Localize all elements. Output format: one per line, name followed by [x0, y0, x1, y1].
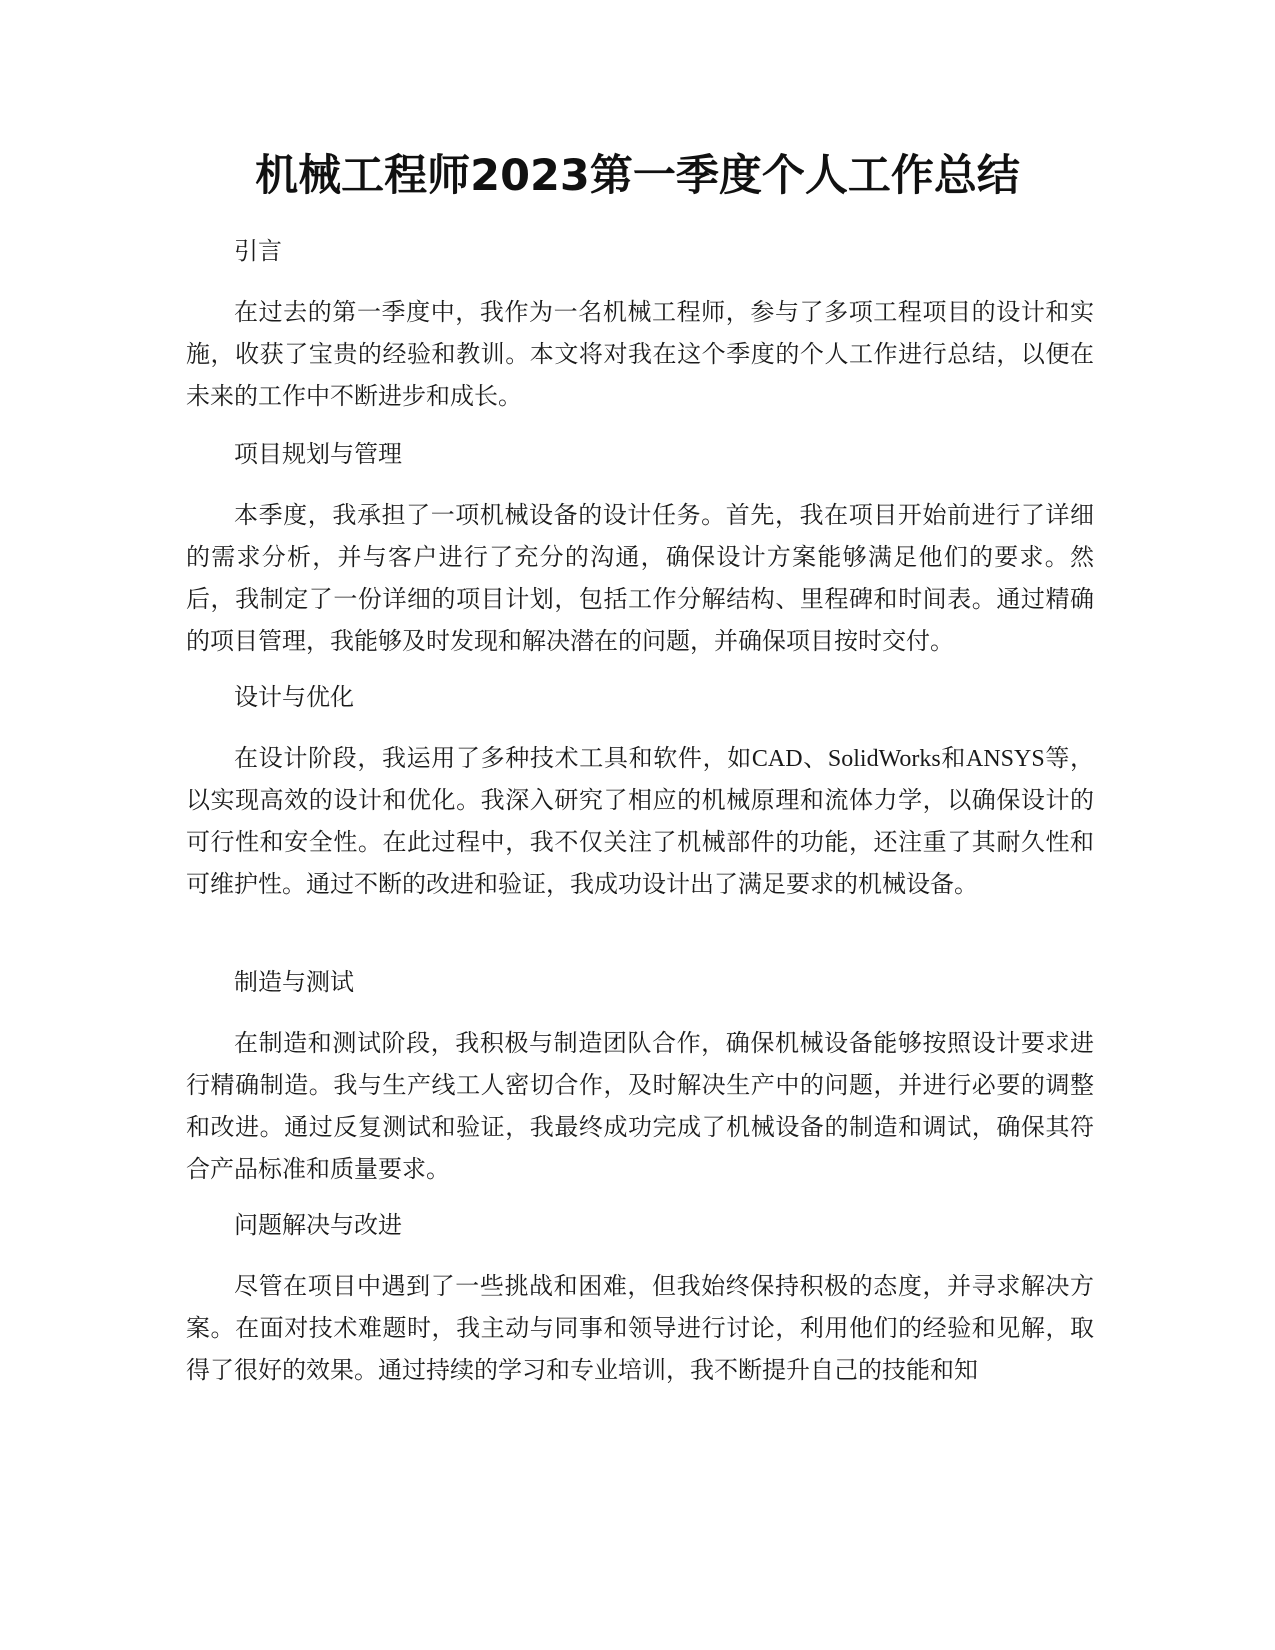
- section-paragraph-problem-solving: 尽管在项目中遇到了一些挑战和困难，但我始终保持积极的态度，并寻求解决方案。在面对技术难题时，我主动与同事和领导进行讨论，利用他们的经验和见解，取得了很好的效果。通过持续的学习和专业培训，我不断提升自己的技能和知: [186, 1274, 1094, 1384]
- section-heading-planning: 项目规划与管理: [234, 442, 402, 468]
- section-paragraph-planning: 本季度，我承担了一项机械设备的设计任务。首先，我在项目开始前进行了详细的需求分析，并与客户进行了充分的沟通，确保设计方案能够满足他们的要求。然后，我制定了一份详细的项目计划，包括工作分解结构、里程碑和时间表。通过精确的项目管理，我能够及时发现和解决潜在的问题，并确保项目按时交付。: [186, 503, 1094, 655]
- section-heading-design: 设计与优化: [234, 685, 354, 711]
- section-paragraph-manufacturing: 在制造和测试阶段，我积极与制造团队合作，确保机械设备能够按照设计要求进行精确制造。我与生产线工人密切合作，及时解决生产中的问题，并进行必要的调整和改进。通过反复测试和验证，我最终成功完成了机械设备的制造和调试，确保其符合产品标准和质量要求。: [186, 1031, 1094, 1183]
- document-title: 机械工程师2023第一季度个人工作总结: [255, 151, 1020, 201]
- section-heading-intro: 引言: [234, 239, 282, 265]
- section-heading-manufacturing: 制造与测试: [234, 970, 354, 996]
- section-paragraph-design: 在设计阶段，我运用了多种技术工具和软件，如CAD、SolidWorks和ANSYS等，以实现高效的设计和优化。我深入研究了相应的机械原理和流体力学，以确保设计的可行性和安全性。在此过程中，我不仅关注了机械部件的功能，还注重了其耐久性和可维护性。通过不断的改进和验证，我成功设计出了满足要求的机械设备。: [186, 746, 1094, 898]
- section-paragraph-intro: 在过去的第一季度中，我作为一名机械工程师，参与了多项工程项目的设计和实施，收获了宝贵的经验和教训。本文将对我在这个季度的个人工作进行总结，以便在未来的工作中不断进步和成长。: [186, 300, 1094, 410]
- section-heading-problem-solving: 问题解决与改进: [234, 1213, 402, 1239]
